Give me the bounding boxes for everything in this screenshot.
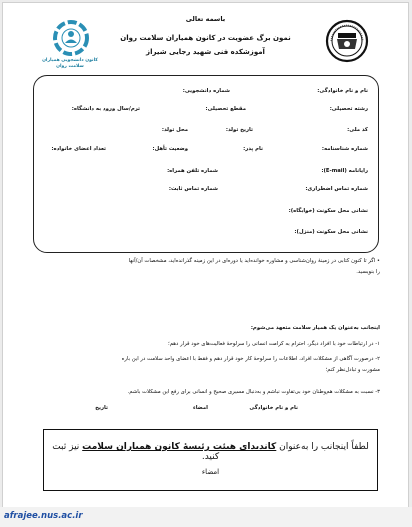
landline-label: شماره تماس ثابت: (168, 186, 218, 192)
major-label: رشته تحصیلی: (329, 106, 368, 112)
site-url-link[interactable]: afrajee.nus.ac.ir (4, 511, 83, 521)
notice-prefix: لطفاً اینجانب را به‌عنوان (279, 442, 369, 452)
form-title: نمون برگ عضویت در کانون همیاران سلامت روان (120, 34, 291, 42)
home-address-label: نشانی محل سکونت (منزل): (294, 229, 368, 235)
emergency-phone-label: شماره تماس اضطراری: (305, 186, 368, 192)
form-sheet (2, 2, 409, 525)
entry-term-label: ترم/سال ورود به دانشگاه: (71, 106, 140, 112)
student-number-label: شماره دانشجویی: (182, 88, 230, 94)
school-emblem-icon (325, 19, 369, 63)
candidacy-request (44, 442, 377, 462)
birth-date-label: تاریخ تولد: (225, 127, 253, 133)
notice-highlight: کاندیدای هیئت رئیسهٔ کانون همیاران سلامت (82, 442, 277, 452)
dorm-address-label: نشانی محل سکونت (خوابگاه): (288, 208, 368, 214)
logo-caption-line1: کانون دانشجویی همیاران (42, 58, 98, 63)
id-number-label: شماره شناسنامه: (321, 146, 368, 152)
marital-status-label: وضعیت تأهل: (152, 146, 188, 152)
basmala: باسمه تعالی (185, 15, 226, 23)
school-name: آموزشکده فنی شهید رجایی شیراز (146, 48, 265, 56)
family-count-label: تعداد اعضای خانواده: (51, 146, 106, 152)
pledge-item-3: ۳- نسبت به مشکلات هم‌وطنان خود بی‌تفاوت نباشم و به‌دنبال مسیری صحیح و انسانی برای رفع این مشکلات باشم. (127, 389, 380, 395)
notice-signature-label: امضاء (201, 468, 220, 476)
books-question-line1: • اگر تا کنون کتابی در زمینهٔ روان‌شناسی و مشاوره خوانده‌اید یا دوره‌ای در این زمینه گذرانده‌اید، مشخصات آن/آنها (128, 258, 380, 264)
logo-caption-line2: سلامت روان (56, 64, 84, 69)
signature-date-label: تاریخ (95, 405, 108, 411)
books-question-line2: را بنویسید. (356, 269, 380, 275)
degree-label: مقطع تحصیلی: (205, 106, 246, 112)
national-code-label: کد ملی: (347, 127, 368, 133)
footer-bar (0, 507, 412, 527)
pledge-item-2-line2: مشورت و تبادل‌نظر کنم؛ (325, 367, 380, 373)
notice-suffix: نیز ثبت کنید. (52, 442, 220, 462)
full-name-label: نام و نام خانوادگی: (317, 88, 368, 94)
father-name-label: نام پدر: (243, 146, 263, 152)
signature-sign-label: امضاء (192, 405, 208, 411)
signature-name-label: نام و نام خانوادگی (249, 405, 298, 411)
personal-info-box (33, 75, 379, 253)
pledge-intro: اینجانب به‌عنوان یک همیار سلامت متعهد می‌شوم: (250, 325, 380, 331)
pledge-item-2-line1: ۲- درصورت آگاهی از مشکلات افراد، اطلاعات را سرلوحهٔ کار خود قرار دهم و فقط با اعضای واحد سلامت در این باره (121, 356, 380, 362)
pledge-item-1: ۱- در ارتباطات خود با افراد دیگر، احترام به کرامت انسانی را سرلوحهٔ فعالیت‌های خود قرار دهم؛ (168, 341, 380, 347)
mobile-label: شماره تلفن همراه: (167, 168, 218, 174)
club-logo-icon (51, 18, 91, 58)
email-label: رایانامه (E-mail): (321, 168, 368, 174)
birth-place-label: محل تولد: (161, 127, 188, 133)
candidacy-notice-box (43, 429, 378, 491)
